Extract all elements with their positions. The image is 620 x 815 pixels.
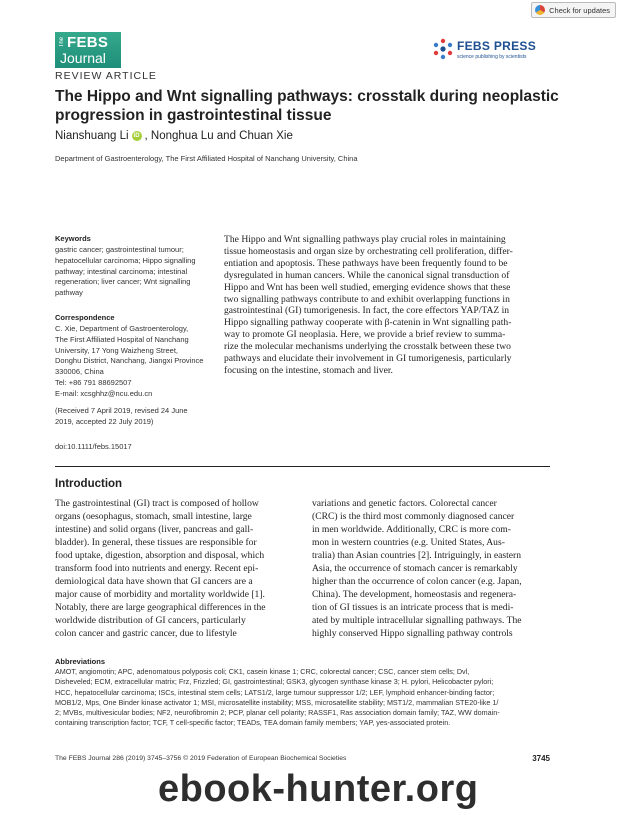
keywords-line: regeneration; liver cancer; Wnt signalling bbox=[55, 277, 191, 287]
body-line: (CRC) is the third most commonly diagnosed cancer bbox=[312, 511, 515, 522]
orcid-icon[interactable]: iD bbox=[133, 133, 140, 139]
febs-press-name: FEBS PRESS bbox=[457, 39, 537, 53]
febs-press-tagline: science publishing by scientists bbox=[457, 54, 527, 60]
check-for-updates-label: Check for updates bbox=[549, 5, 610, 15]
body-line: colon cancer and gastric cancer, due to lifestyle bbox=[55, 628, 237, 639]
update-badge-icon bbox=[535, 5, 545, 15]
abstract bbox=[224, 234, 550, 377]
body-line: mon in western countries (e.g. United States, Aus- bbox=[312, 537, 505, 548]
body-line: variations and genetic factors. Colorectal cancer bbox=[312, 498, 497, 509]
received-dates bbox=[55, 406, 215, 428]
logo-febs-text: FEBS bbox=[67, 34, 109, 51]
abstract-line: Hippo signalling pathway cooperate with β-catenin in Wnt signalling path- bbox=[224, 317, 512, 329]
body-line: transform food into nutrients and energy. Recent epi- bbox=[55, 563, 259, 574]
abstract-line: tissue homeostasis and organ size by orchestrating cell proliferation, differ- bbox=[224, 245, 513, 257]
body-line: organs (oesophagus, stomach, small intestine, large bbox=[55, 511, 252, 522]
check-for-updates-button[interactable] bbox=[531, 2, 616, 18]
abstract-line: dysregulated in human cancers. While the canonical signal transduction of bbox=[224, 269, 510, 281]
logo-journal-text: Journal bbox=[60, 50, 106, 66]
abbreviations-line: Disheveled; ECM, extracellular matrix; Frz, Frizzled; GI, gastrointestinal; GSK3, glycogen synthase kinase 3; H. pylori, Helicobacter pylori; bbox=[55, 677, 494, 687]
keywords-line: hepatocellular carcinoma; Hippo signalling bbox=[55, 255, 196, 265]
keywords-line: gastric cancer; gastrointestinal tumour; bbox=[55, 245, 184, 254]
correspondence-line: C. Xie, Department of Gastroenterology, bbox=[55, 324, 189, 333]
abbreviations-line: containing transcription factor; TCF, T cell-specific factor; TEADs, TEA domain family members; YAP, yes-associated protein. bbox=[55, 718, 451, 728]
footer-citation: The FEBS Journal 286 (2019) 3745–3756 © 2019 Federation of European Biochemical Societies bbox=[55, 755, 347, 762]
abbreviations-line: HCC, hepatocellular carcinoma; ISCs, intestinal stem cells; LATS1/2, large tumour suppressor 1/2; LEF, lymphoid enhancer-binding factor; bbox=[55, 687, 495, 697]
correspondence-block bbox=[55, 324, 220, 400]
body-line: Notably, there are large geographical differences in the bbox=[55, 602, 266, 613]
abstract-line: pathways and elucidate their involvement in GI tumorigenesis, particularly bbox=[224, 353, 512, 365]
body-line: tion of GI tissues is an intricate process that is medi- bbox=[312, 602, 514, 613]
keywords-line: pathway bbox=[55, 288, 83, 298]
abstract-line: way to promote GI neoplasia. Here, we provide a brief review to summa- bbox=[224, 329, 506, 341]
article-title: The Hippo and Wnt signalling pathways: crosstalk during neoplastic progression in gastrointestinal tissue bbox=[55, 88, 559, 124]
body-line: The gastrointestinal (GI) tract is composed of hollow bbox=[55, 498, 259, 509]
abstract-line: Hippo and Wnt has been well studied, emerging evidence shows that these bbox=[224, 281, 511, 293]
logo-the-text: The bbox=[59, 37, 65, 48]
correspondence-phone: Tel: +86 791 88692507 bbox=[55, 377, 132, 387]
abstract-line: entiation and apoptosis. These pathways have been frequently found to be bbox=[224, 257, 508, 269]
abbreviations-line: 2; MVBs, multivesicular bodies; NF2, neurofibromin 2; PCP, planar cell polarity; RASSF1, Ras association domain family; TAZ, WW domain- bbox=[55, 708, 500, 718]
body-line: China). The development, homeostasis and regenera- bbox=[312, 589, 517, 600]
correspondence-email[interactable]: E-mail: xcsghhz@ncu.edu.cn bbox=[55, 388, 153, 398]
received-line: 2019, accepted 22 July 2019) bbox=[55, 416, 154, 426]
febs-press-logo bbox=[432, 36, 542, 64]
febs-journal-logo bbox=[55, 32, 121, 68]
introduction-heading: Introduction bbox=[55, 478, 123, 490]
body-line: Asia, the occurrence of stomach cancer is remarkably bbox=[312, 563, 518, 574]
correspondence-line: Donghu District, Nanchang, Jiangxi Province bbox=[55, 356, 204, 366]
keywords-line: pathway; intestinal carcinoma; intestinal bbox=[55, 266, 188, 276]
author-others: , Nonghua Lu and Chuan Xie bbox=[144, 130, 293, 142]
affiliation: Department of Gastroenterology, The First Affiliated Hospital of Nanchang University, China bbox=[55, 154, 358, 163]
abstract-line: gastrointestinal (GI) tumorigenesis. In fact, the core effectors YAP/TAZ in bbox=[224, 305, 510, 317]
body-line: food uptake, digestion, absorption and disposal, which bbox=[55, 550, 265, 561]
abbreviations-line: MOB1/2, Mps, One Binder kinase activator 1; MSI, microsatellite instability; MSS, microsatellite stability; MST1/2, mammalian STE20-like 1/ bbox=[55, 697, 499, 707]
keywords-heading: Keywords bbox=[55, 234, 91, 243]
received-line: (Received 7 April 2019, revised 24 June bbox=[55, 406, 188, 415]
body-line: major cause of morbidity and mortality worldwide [1]. bbox=[55, 589, 265, 600]
abbreviations-heading: Abbreviations bbox=[55, 657, 106, 666]
body-line: higher than the occurrence of colon cancer (e.g. Japan, bbox=[312, 576, 522, 587]
article-type-label: REVIEW ARTICLE bbox=[55, 70, 157, 82]
body-line: demiological data have shown that GI cancers are a bbox=[55, 576, 253, 587]
section-divider bbox=[55, 466, 550, 467]
body-line: ated by multiple intracellular signalling pathways. The bbox=[312, 615, 522, 626]
abstract-line: two signalling pathways contribute to and exhibit overlapping functions in bbox=[224, 293, 510, 305]
introduction-column-left bbox=[55, 497, 293, 640]
correspondence-line: 330006, China bbox=[55, 367, 104, 377]
correspondence-line: The First Affiliated Hospital of Nanchang bbox=[55, 334, 189, 344]
body-line: tralia) than Asian countries [2]. Intriguingly, in eastern bbox=[312, 550, 522, 561]
keywords-list bbox=[55, 245, 215, 299]
abstract-line: rize the molecular mechanisms underlying the crosstalk between these two bbox=[224, 341, 511, 353]
body-line: in men worldwide. Additionally, CRC is more com- bbox=[312, 524, 511, 535]
watermark-text: ebook-hunter.org bbox=[158, 768, 479, 810]
doi-link[interactable]: doi:10.1111/febs.15017 bbox=[55, 442, 132, 451]
abbreviations-line: AMOT, angiomotin; APC, adenomatous polyposis coli; CK1, casein kinase 1; CRC, colorectal cancer; CSC, cancer stem cells; Dvl, bbox=[55, 667, 470, 676]
author-first: Nianshuang Li bbox=[55, 130, 129, 142]
introduction-column-right bbox=[312, 497, 550, 640]
febs-press-dots-icon bbox=[432, 38, 454, 60]
abbreviations-list bbox=[55, 667, 550, 729]
body-line: intestine) and solid organs (liver, pancreas and gall- bbox=[55, 524, 254, 535]
abstract-line: focusing on the intestine, stomach and liver. bbox=[224, 364, 393, 376]
body-line: worldwide distribution of GI cancers, particularly bbox=[55, 615, 246, 626]
body-line: highly conserved Hippo signalling pathway controls bbox=[312, 628, 513, 639]
body-line: bladder). In general, these tissues are responsible for bbox=[55, 537, 257, 548]
page-number: 3745 bbox=[532, 754, 550, 763]
correspondence-heading: Correspondence bbox=[55, 313, 115, 322]
correspondence-line: University, 17 Yong Waizheng Street, bbox=[55, 345, 178, 355]
abstract-line: The Hippo and Wnt signalling pathways play crucial roles in maintaining bbox=[224, 234, 506, 245]
author-list bbox=[55, 130, 293, 142]
